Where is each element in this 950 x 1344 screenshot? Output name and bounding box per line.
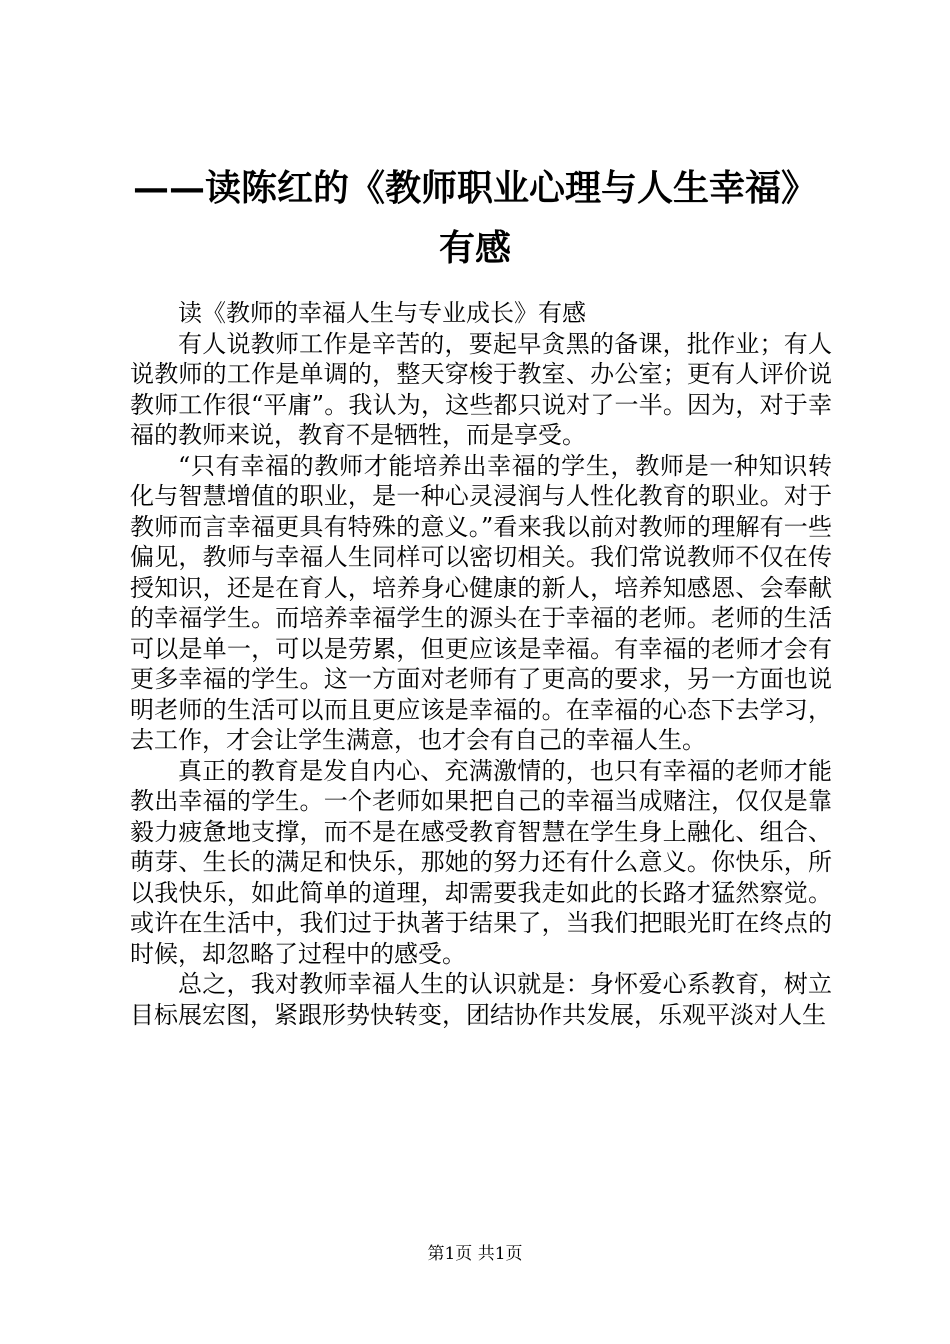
document-body [130,298,832,1030]
paragraph: “只有幸福的教师才能培养出幸福的学生，教师是一种知识转化与智慧增值的职业，是一种心灵浸润与人性化教育的职业。对于教师而言幸福更具有特殊的意义。”看来我以前对教师的理解有一些偏见，教师与幸福人生同样可以密切相关。我们常说教师不仅在传授知识，还是在育人，培养身心健康的新人，培养知感恩、会奉献的幸福学生。而培养幸福学生的源头在于幸福的老师。老师的生活可以是单一，可以是劳累，但更应该是幸福。有幸福的老师才会有更多幸福的学生。这一方面对老师有了更高的要求，另一方面也说明老师的生活可以而且更应该是幸福的。在幸福的心态下去学习，去工作，才会让学生满意，也才会有自己的幸福人生。 [130,451,832,754]
paragraph: 有人说教师工作是辛苦的，要起早贪黑的备课，批作业；有人说教师的工作是单调的，整天穿梭于教室、办公室；更有人评价说教师工作很“平庸”。我认为，这些都只说对了一半。因为，对于幸福的教师来说，教育不是牺牲，而是享受。 [130,329,832,449]
paragraph-subtitle: 读《教师的幸福人生与专业成长》有感 [178,299,586,327]
page-title: ——读陈红的《教师职业心理与人生幸福》有感 [132,167,817,269]
paragraph: 真正的教育是发自内心、充满激情的，也只有幸福的老师才能教出幸福的学生。一个老师如果把自己的幸福当成赌注，仅仅是靠毅力疲惫地支撑，而不是在感受教育智慧在学生身上融化、组合、萌芽、生长的满足和快乐，那她的努力还有什么意义。你快乐，所以我快乐，如此简单的道理，却需要我走如此的长路才猛然察觉。或许在生活中，我们过于执著于结果了，当我们把眼光盯在终点的时候，却忽略了过程中的感受。 [130,756,832,968]
paragraph: 总之，我对教师幸福人生的认识就是：身怀爱心系教育，树立目标展宏图，紧跟形势快转变，团结协作共发展，乐观平淡对人生 [130,970,832,1029]
page-footer: 第1页 共1页 [427,1244,523,1264]
